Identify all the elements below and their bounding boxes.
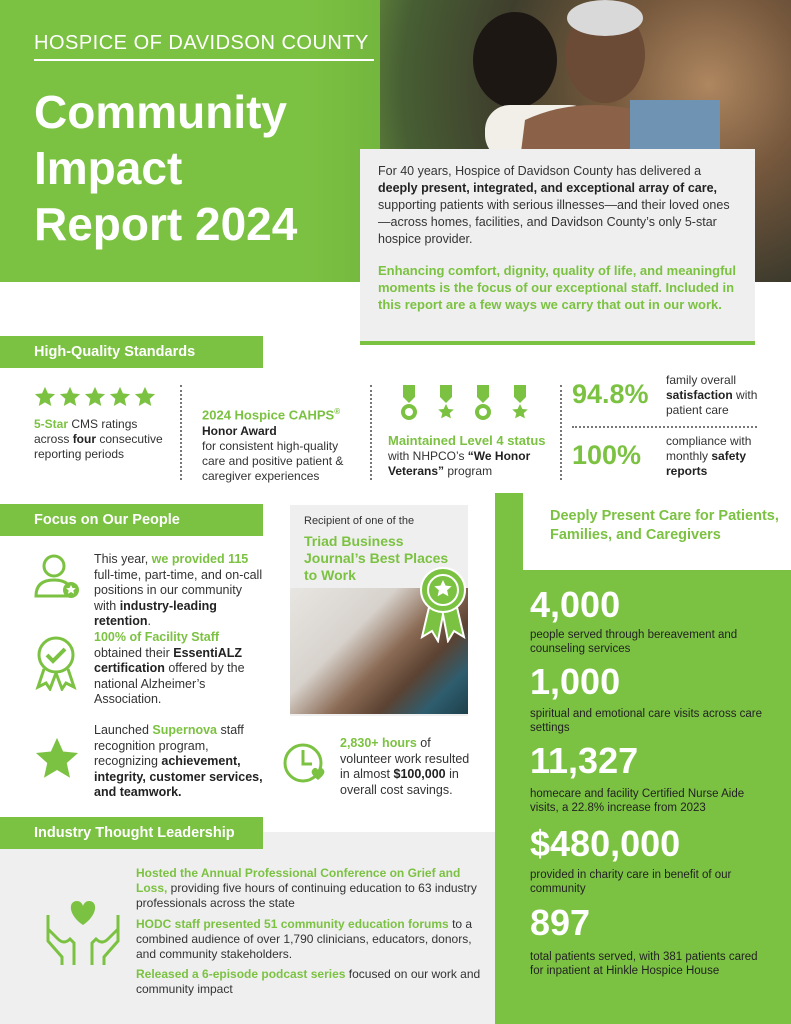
satisfaction-stat: 94.8% [572, 379, 649, 409]
satisfaction-desc-a: family overall [666, 373, 737, 387]
stat-desc: spiritual and emotional care visits across care settings [530, 708, 763, 734]
text-emph: EssentiALZ certification [94, 645, 242, 675]
text-emph: 100% of Facility Staff [94, 630, 220, 644]
stat-value: $480,000 [530, 823, 681, 864]
deep-care-heading: Deeply Present Care for Patients, Families, and Caregivers [523, 493, 791, 570]
text: This year, [94, 552, 152, 566]
stat-desc: people served through bereavement and counseling services [530, 629, 738, 655]
cahps-title-text: 2024 Hospice CAHPS [202, 407, 335, 423]
five-star-rating [34, 386, 156, 408]
org-name: HOSPICE OF DAVIDSON COUNTY [34, 32, 369, 54]
text-emph: Supernova [152, 723, 217, 737]
cahps-award-text [202, 404, 352, 484]
text: providing five hours of continuing education to 63 industry professionals across the state [136, 881, 477, 910]
medal-icon [435, 385, 457, 421]
text: offered by the national Alzheimer’s Association. [94, 661, 245, 706]
intro-text: For 40 years, Hospice of Davidson County has delivered a [378, 164, 702, 178]
hands-heart-icon [44, 895, 122, 967]
org-name-underline [34, 59, 374, 61]
stat-value: 11,327 [530, 740, 639, 781]
satisfaction-desc-end: with patient care [666, 388, 758, 417]
volunteer-hours-text [340, 736, 480, 798]
intro-text-end: supporting patients with serious illnesses—and their loved ones—across homes, facilities, and Davidson County’s only 5-star hospice provider. [378, 198, 730, 246]
title-line-3: Report 2024 [34, 198, 298, 250]
veterans-title: Maintained Level 4 status [388, 433, 546, 448]
safety-emph: safety reports [666, 449, 747, 478]
people-item-supernova [94, 723, 269, 801]
star-icon [84, 386, 106, 408]
intro-paragraph [378, 163, 737, 248]
cahps-honor: Honor Award [202, 424, 277, 439]
safety-desc [666, 434, 776, 479]
safety-desc-a: compliance with monthly [666, 434, 752, 463]
stat-desc: total patients served, with 381 patients cared for inpatient at Hinkle Hospice House [530, 951, 758, 977]
registered-mark: ® [334, 407, 341, 416]
employee-icon [34, 550, 80, 600]
text-emph: achievement, integrity, customer services, and teamwork. [94, 754, 263, 799]
text: Launched [94, 723, 153, 737]
leadership-item-podcast [136, 967, 481, 997]
divider [560, 385, 562, 480]
veteran-medals [398, 385, 531, 421]
intro-box [360, 149, 755, 345]
five-star-desc: CMS ratings across [34, 417, 138, 446]
medal-icon [472, 385, 494, 421]
award-pretext: Recipient of one of the [304, 515, 415, 527]
title-line-2: Impact [34, 142, 183, 194]
text: to a combined audience of over 1,790 clinicians, educators, donors, and community stakeholders. [136, 917, 473, 961]
volunteer-hours: 2,830+ hours [340, 736, 417, 750]
people-item-certification [94, 630, 264, 708]
text: . [147, 614, 151, 628]
intro-accent-paragraph: Enhancing comfort, dignity, quality of life, and meaningful moments is the focus of our exceptional staff. Included in this report are a few ways we carry that out in our work. [378, 263, 736, 312]
divider [180, 385, 182, 480]
text-emph: industry-leading retention [94, 598, 217, 628]
intro-emphasis: deeply present, integrated, and exceptional array of care, [378, 181, 718, 195]
star-icon [134, 386, 156, 408]
people-item-staffing [94, 552, 264, 630]
page-title [34, 84, 374, 252]
award-ribbon-icon [418, 565, 468, 643]
veterans-desc: with NHPCO’s [388, 449, 468, 463]
star-icon [34, 736, 80, 780]
divider [572, 426, 757, 428]
five-star-label: 5-Star [34, 417, 69, 431]
satisfaction-desc [666, 373, 776, 418]
text: obtained their [94, 645, 174, 660]
certification-badge-icon [34, 635, 78, 691]
text: focused on our work and community impact [136, 967, 481, 996]
stat-desc: homecare and facility Certified Nurse Aide visits, a 22.8% increase from 2023 [530, 788, 745, 814]
medal-icon [398, 385, 420, 421]
cahps-title [202, 404, 352, 439]
section-header-leadership: Industry Thought Leadership [0, 817, 263, 849]
safety-stat: 100% [572, 440, 642, 470]
five-star-desc-end: consecutive reporting periods [34, 432, 163, 461]
five-star-text [34, 417, 164, 462]
section-header-quality: High-Quality Standards [0, 336, 263, 368]
hero-photo-people [430, 0, 720, 160]
five-star-emph: four [72, 432, 97, 446]
veterans-desc-end: program [444, 464, 493, 478]
stat-value: 4,000 [530, 584, 621, 625]
star-icon [59, 386, 81, 408]
award-title: Triad Business Journal’s Best Places to Work [304, 533, 449, 583]
star-icon [34, 386, 56, 408]
satisfaction-emph: satisfaction [666, 388, 733, 402]
title-line-1: Community [34, 86, 287, 138]
clock-heart-icon [282, 740, 328, 786]
cost-savings: $100,000 [393, 767, 446, 781]
star-icon [109, 386, 131, 408]
text-emph: Released a 6-episode podcast series [136, 967, 346, 981]
medal-icon [509, 385, 531, 421]
text: full-time, part-time, and on-call positions in our community with [94, 567, 263, 613]
text-emph: Hosted the Annual Professional Conference on Grief and Loss, [136, 866, 461, 895]
text: in overall cost savings. [340, 767, 459, 797]
section-header-people: Focus on Our People [0, 504, 263, 536]
text-emph: HODC staff presented 51 community education forums [136, 917, 449, 931]
text: staff recognition program, recognizing [94, 723, 244, 768]
leadership-item-conference [136, 866, 481, 911]
cahps-desc: for consistent high-quality care and positive patient & caregiver experiences [202, 439, 344, 484]
leadership-item-forums [136, 917, 481, 962]
veterans-program: “We Honor Veterans” [388, 449, 531, 478]
stat-desc: provided in charity care in benefit of our community [530, 869, 732, 895]
text-emph: we provided 115 [151, 552, 249, 566]
text: of volunteer work resulted in almost [340, 736, 470, 781]
divider [370, 385, 372, 480]
stat-value: 897 [530, 902, 591, 943]
stat-value: 1,000 [530, 661, 621, 702]
veterans-text [388, 433, 553, 479]
